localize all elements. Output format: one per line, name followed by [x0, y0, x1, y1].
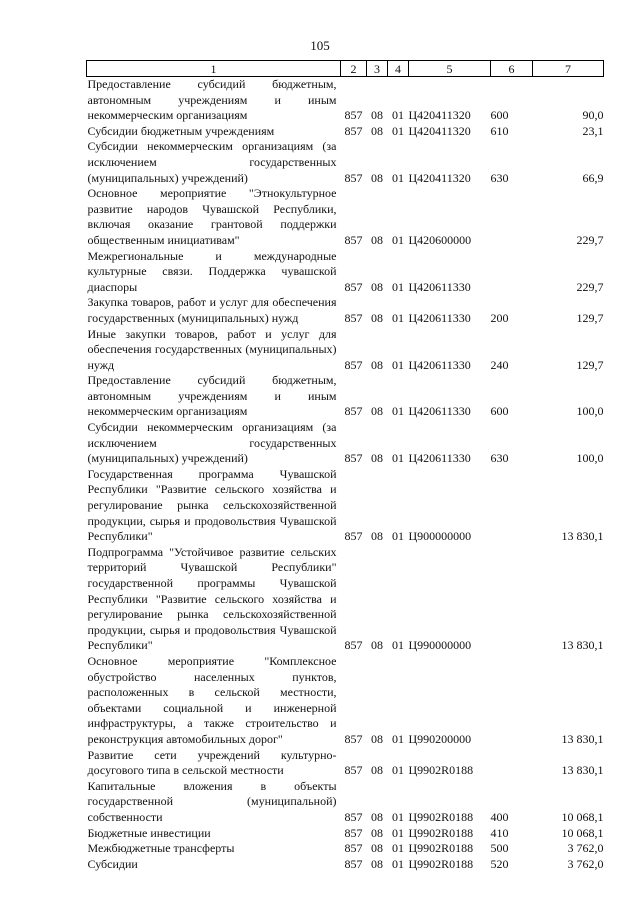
row-name-cell: Предоставление субсидий бюджетным, автономным учреждениям и иным некоммерческим организациям — [87, 77, 337, 123]
expense-type-cell — [491, 654, 533, 748]
subsection-code-cell: 01 — [392, 809, 404, 824]
section-code-cell: 08 — [371, 809, 383, 824]
ministry-code-cell: 857 — [344, 357, 363, 372]
section-code-cell: 08 — [371, 357, 383, 372]
page-number: 105 — [310, 38, 330, 53]
expense-type-cell: 610 — [490, 123, 509, 138]
row-name-cell: Иные закупки товаров, работ и услуг для обеспечения государственных (муниципальных) нужд — [87, 326, 337, 372]
ministry-code-cell: 857 — [344, 529, 363, 544]
expense-type-cell — [491, 467, 533, 545]
amount-cell: 13 830,1 — [561, 763, 604, 778]
row-name-cell: Межбюджетные трансферты — [87, 841, 235, 856]
expense-type-cell: 600 — [490, 108, 509, 123]
row-name-cell: Субсидии некоммерческим организациям (за исключением государственных (муниципальных) учреждений) — [87, 420, 337, 466]
target-article-cell: Ц900000000 — [408, 529, 472, 544]
ministry-code-cell: 857 — [344, 108, 363, 123]
target-article-cell: Ц990200000 — [408, 731, 472, 746]
expense-type-cell: 410 — [490, 825, 509, 840]
row-name-cell: Предоставление субсидий бюджетным, автономным учреждениям и иным некоммерческим организациям — [87, 373, 337, 419]
ministry-code-cell: 857 — [344, 841, 363, 856]
table-row — [87, 467, 604, 545]
target-article-cell: Ц990000000 — [408, 638, 472, 653]
section-code-cell: 08 — [371, 279, 383, 294]
row-name-cell: Субсидии бюджетным учреждениям — [87, 123, 275, 138]
amount-cell: 13 830,1 — [561, 731, 604, 746]
table-row — [87, 779, 604, 826]
subsection-code-cell: 01 — [392, 856, 404, 871]
subsection-code-cell: 01 — [392, 170, 404, 185]
amount-cell: 229,7 — [576, 232, 604, 247]
amount-cell: 10 068,1 — [561, 809, 604, 824]
subsection-code-cell: 01 — [392, 731, 404, 746]
amount-cell: 129,7 — [576, 357, 604, 372]
section-code-cell: 08 — [371, 232, 383, 247]
row-name-cell: Субсидии — [87, 856, 138, 871]
amount-cell: 100,0 — [576, 404, 604, 419]
ministry-code-cell: 857 — [344, 825, 363, 840]
expense-type-cell: 630 — [490, 170, 509, 185]
table-row — [87, 654, 604, 748]
subsection-code-cell: 01 — [392, 529, 404, 544]
subsection-code-cell: 01 — [392, 357, 404, 372]
subsection-code-cell: 01 — [392, 451, 404, 466]
subsection-code-cell: 01 — [392, 279, 404, 294]
amount-cell: 90,0 — [582, 108, 604, 123]
section-code-cell: 08 — [371, 529, 383, 544]
subsection-code-cell: 01 — [392, 825, 404, 840]
table-row — [87, 249, 604, 296]
budget-table — [86, 60, 604, 872]
table-row — [87, 748, 604, 779]
target-article-cell: Ц420411320 — [408, 108, 471, 123]
column-header: 2 — [341, 61, 367, 77]
expense-type-cell: 630 — [490, 451, 509, 466]
row-name-cell: Закупка товаров, работ и услуг для обеспечения государственных (муниципальных) нужд — [87, 295, 337, 325]
section-code-cell: 08 — [371, 856, 383, 871]
ministry-code-cell: 857 — [344, 856, 363, 871]
subsection-code-cell: 01 — [392, 404, 404, 419]
amount-cell: 13 830,1 — [561, 638, 604, 653]
row-name-cell: Основное мероприятие "Этнокультурное развитие народов Чувашской Республики, включая оказание грантовой поддержки общественным инициативам" — [87, 186, 337, 247]
table-row — [87, 186, 604, 248]
row-name-cell: Основное мероприятие "Комплексное обустройство населенных пунктов, расположенных в сельской местности, объектами социальной и инженерной инфраструктуры, а также строительство и реконструкция автомобильных дорог" — [87, 653, 337, 746]
target-article-cell: Ц420611330 — [408, 404, 471, 419]
target-article-cell: Ц420600000 — [408, 232, 472, 247]
target-article-cell: Ц420611330 — [408, 279, 471, 294]
amount-cell: 3 762,0 — [567, 841, 604, 856]
ministry-code-cell: 857 — [344, 763, 363, 778]
expense-type-cell — [491, 249, 533, 296]
expense-type-cell: 520 — [490, 856, 509, 871]
ministry-code-cell: 857 — [344, 809, 363, 824]
row-name-cell: Подпрограмма "Устойчивое развитие сельских территорий Чувашской Республики" государственной программы Чувашской Республики "Развитие сельского хозяйства и регулирование рынка сельскохозяйственной продукции, сырья и продовольствия Чувашской Республики" — [87, 544, 337, 653]
table-row — [87, 420, 604, 467]
section-code-cell: 08 — [371, 451, 383, 466]
ministry-code-cell: 857 — [344, 232, 363, 247]
row-name-cell: Развитие сети учреждений культурно-досугового типа в сельской местности — [87, 747, 337, 778]
ministry-code-cell: 857 — [344, 279, 363, 294]
ministry-code-cell: 857 — [344, 451, 363, 466]
amount-cell: 100,0 — [576, 451, 604, 466]
subsection-code-cell: 01 — [392, 763, 404, 778]
budget-table-container — [86, 60, 603, 872]
section-code-cell: 08 — [371, 123, 383, 138]
expense-type-cell — [491, 748, 533, 779]
table-body — [87, 77, 604, 873]
column-header: 5 — [409, 61, 491, 77]
target-article-cell: Ц420611330 — [408, 310, 471, 325]
table-row — [87, 545, 604, 654]
expense-type-cell: 600 — [490, 404, 509, 419]
target-article-cell: Ц9902R0188 — [408, 809, 474, 824]
target-article-cell: Ц9902R0188 — [408, 841, 474, 856]
target-article-cell: Ц9902R0188 — [408, 763, 474, 778]
table-row — [87, 124, 604, 140]
target-article-cell: Ц420411320 — [408, 170, 471, 185]
table-row — [87, 327, 604, 374]
table-row — [87, 826, 604, 842]
section-code-cell: 08 — [371, 170, 383, 185]
row-name-cell: Бюджетные инвестиции — [87, 825, 211, 840]
expense-type-cell: 500 — [490, 841, 509, 856]
subsection-code-cell: 01 — [392, 841, 404, 856]
subsection-code-cell: 01 — [392, 108, 404, 123]
target-article-cell: Ц9902R0188 — [408, 825, 474, 840]
expense-type-cell: 400 — [490, 809, 509, 824]
subsection-code-cell: 01 — [392, 310, 404, 325]
table-row — [87, 841, 604, 857]
expense-type-cell — [491, 545, 533, 654]
expense-type-cell: 200 — [490, 310, 509, 325]
table-row — [87, 857, 604, 873]
ministry-code-cell: 857 — [344, 123, 363, 138]
column-header: 4 — [388, 61, 409, 77]
section-code-cell: 08 — [371, 310, 383, 325]
ministry-code-cell: 857 — [344, 170, 363, 185]
target-article-cell: Ц420611330 — [408, 357, 471, 372]
table-header-row — [87, 61, 604, 77]
table-row — [87, 373, 604, 420]
amount-cell: 13 830,1 — [561, 529, 604, 544]
section-code-cell: 08 — [371, 825, 383, 840]
table-row — [87, 295, 604, 326]
column-header: 7 — [533, 61, 604, 77]
subsection-code-cell: 01 — [392, 232, 404, 247]
amount-cell: 66,9 — [582, 170, 604, 185]
row-name-cell: Капитальные вложения в объекты государственной (муниципальной) собственности — [87, 778, 337, 824]
subsection-code-cell: 01 — [392, 638, 404, 653]
section-code-cell: 08 — [371, 108, 383, 123]
amount-cell: 229,7 — [576, 279, 604, 294]
row-name-cell: Субсидии некоммерческим организациям (за исключением государственных (муниципальных) учреждений) — [87, 139, 337, 185]
ministry-code-cell: 857 — [344, 731, 363, 746]
section-code-cell: 08 — [371, 404, 383, 419]
column-header: 6 — [491, 61, 533, 77]
amount-cell: 3 762,0 — [567, 856, 604, 871]
expense-type-cell — [491, 186, 533, 248]
ministry-code-cell: 857 — [344, 404, 363, 419]
table-row — [87, 139, 604, 186]
section-code-cell: 08 — [371, 638, 383, 653]
column-header: 1 — [87, 61, 341, 77]
section-code-cell: 08 — [371, 731, 383, 746]
row-name-cell: Государственная программа Чувашской Республики "Развитие сельского хозяйства и регулирование рынка сельскохозяйственной продукции, сырья и продовольствия Чувашской Республики" — [87, 466, 337, 544]
amount-cell: 10 068,1 — [561, 825, 604, 840]
table-row — [87, 77, 604, 124]
column-header: 3 — [367, 61, 388, 77]
target-article-cell: Ц9902R0188 — [408, 856, 474, 871]
section-code-cell: 08 — [371, 841, 383, 856]
subsection-code-cell: 01 — [392, 123, 404, 138]
target-article-cell: Ц420611330 — [408, 451, 471, 466]
amount-cell: 129,7 — [576, 310, 604, 325]
ministry-code-cell: 857 — [344, 310, 363, 325]
expense-type-cell: 240 — [490, 357, 509, 372]
ministry-code-cell: 857 — [344, 638, 363, 653]
row-name-cell: Межрегиональные и международные культурные связи. Поддержка чувашской диаспоры — [87, 248, 337, 294]
section-code-cell: 08 — [371, 763, 383, 778]
target-article-cell: Ц420411320 — [408, 123, 471, 138]
amount-cell: 23,1 — [582, 123, 604, 138]
